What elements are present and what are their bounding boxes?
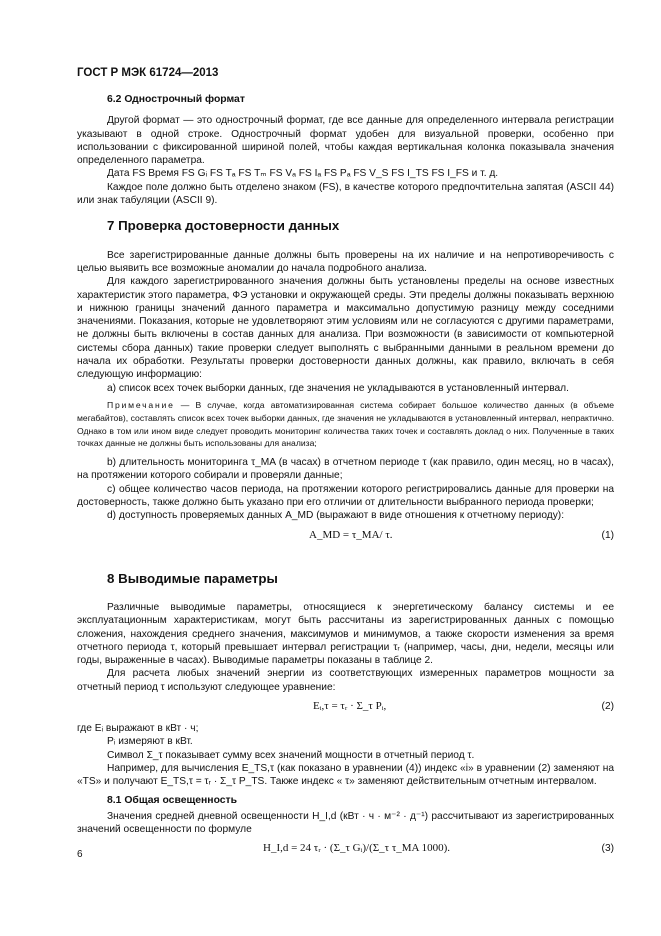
paragraph: Другой формат — это однострочный формат, где все данные для определенного интервала регистрации указывают в одной строке. Однострочный формат удобен для визуальной проверки, особенно при использовании с фиксированной шириной полей, чтобы каждая вертикальная колонка показывала значения определенного параметра. — [77, 115, 614, 167]
where-line-2: Pᵢ измеряют в кВт. — [107, 736, 193, 748]
paragraph: Каждое поле должно быть отделено знаком (FS), в качестве которого предпочтительна запятая (ASCII 44) или знак табуляции (ASCII 9). — [77, 181, 614, 207]
paragraph: Все зарегистрированные данные должны быть проверены на их наличие и на непротиворечивость с целью выявить все возможные аномалии до начала подробного анализа. — [77, 249, 614, 274]
paragraph: Для расчета любых значений энергии из соответствующих измеренных параметров мощности за отчетный период τ используют следующее уравнение: — [77, 668, 614, 693]
list-item-a: a) список всех точек выборки данных, где значения не укладываются в установленный интервал. — [107, 382, 569, 394]
formula-3-number: (3) — [601, 843, 614, 855]
list-item-b: b) длительность мониторинга τ_MA (в часах) в отчетном периоде τ (как правило, один месяц, но в часах), на протяжении которого собирали и проверяли данные; — [77, 457, 614, 482]
note — [77, 399, 614, 450]
page-body — [77, 93, 614, 864]
formula-2-expression: Eᵢ,τ = τᵣ · Σ_τ Pᵢ, — [313, 699, 387, 712]
note-label: Примечание — [107, 399, 175, 410]
formula-2 — [77, 697, 614, 719]
formula-1-number: (1) — [601, 529, 614, 541]
formula-1 — [77, 526, 614, 548]
formula-2-number: (2) — [601, 700, 614, 712]
section-8-1-title: 8.1 Общая освещенность — [107, 795, 238, 807]
field-order-line: Дата FS Время FS Gᵢ FS Tₐ FS Tₘ FS Vₐ FS Iₐ FS Pₐ FS V_S FS I_TS FS I_FS и т. д. — [107, 168, 499, 180]
page-number: 6 — [77, 849, 83, 860]
paragraph: Различные выводимые параметры, относящиеся к энергетическому балансу системы и ее эксплуатационным характеристикам, могут быть рассчитаны из зарегистрированных данных с помощью сложения, нахождения среднего значения, максимумов и минимумов, а также скорости изменения за время отчетного периода τ, который превышает интервал регистрации τᵣ (например, часы, дни, недели, месяцы или годы, выраженные в часах). Выводимые параметры показаны в таблице 2. — [77, 601, 614, 667]
paragraph: Для каждого зарегистрированного значения должны быть установлены пределы на основе известных характеристик этого параметра, ФЭ установки и окружающей среды. Эти пределы должны показывать верхнюю и нижнюю границы значений данного параметра и максимально допустимую разницу между соседними значениями. Показания, которые не удовлетворяют этим условиям или не согласуются с другими параметрами, не должны быть включены в состав данных для анализа. При возможности (в зависимости от компьютерной системы сбора данных) такие проверки следует выполнять с выбранными данными в реальном времени до начала их обработки. Результаты проверки достоверности данных должны, как правило, включать в себя следующую информацию: — [77, 276, 614, 381]
standard-header: ГОСТ Р МЭК 61724—2013 — [77, 67, 219, 79]
formula-3-expression: H_I,d = 24 τᵣ · (Σ_τ Gᵢ)/(Σ_τ τ_MA 1000). — [263, 842, 451, 855]
list-item-d: d) доступность проверяемых данных A_MD (выражают в виде отношения к отчетному периоду): — [107, 510, 565, 522]
paragraph: Значения средней дневной освещенности H_I,d (кВт · ч · м⁻² · д⁻¹) рассчитывают из зарегистрированных значений освещенности по формуле — [77, 810, 614, 836]
formula-1-expression: A_MD = τ_MA/ τ. — [309, 528, 393, 541]
section-6-2-title: 6.2 Однострочный формат — [107, 94, 245, 105]
formula-3 — [77, 839, 614, 861]
sum-symbol-note: Символ Σ_τ показывает сумму всех значений мощности в отчетный период τ. — [107, 749, 475, 761]
list-item-c: c) общее количество часов периода, на протяжении которого регистрировались данные для проверки на достоверность, также должно быть указано при его отличии от длительности выбранного периода проверки; — [77, 483, 614, 509]
where-line-1: где Eᵢ выражают в кВт · ч; — [77, 722, 199, 734]
section-7-title: 7 Проверка достоверности данных — [107, 218, 340, 234]
section-8-title: 8 Выводимые параметры — [107, 570, 278, 586]
paragraph: Например, для вычисления E_TS,τ (как показано в уравнении (4)) индекс «i» в уравнении (2) заменяют на «TS» и получают E_TS,τ = τᵣ · Σ_τ P_TS. Также индекс « τ» заменяют действительным отчетным интервалом. — [77, 762, 614, 788]
note-text: — В случае, когда автоматизированная система собирает большое количество данных (в объеме мегабайтов), составлять список всех точек выборки данных, где значения не укладываются в установленный интервал, непрактично. Однако в том или ином виде следует проводить мониторинг количества таких точек и составлять доклад о них. Полученные в таких точках данные не должны быть использованы для анализа; — [77, 399, 614, 449]
